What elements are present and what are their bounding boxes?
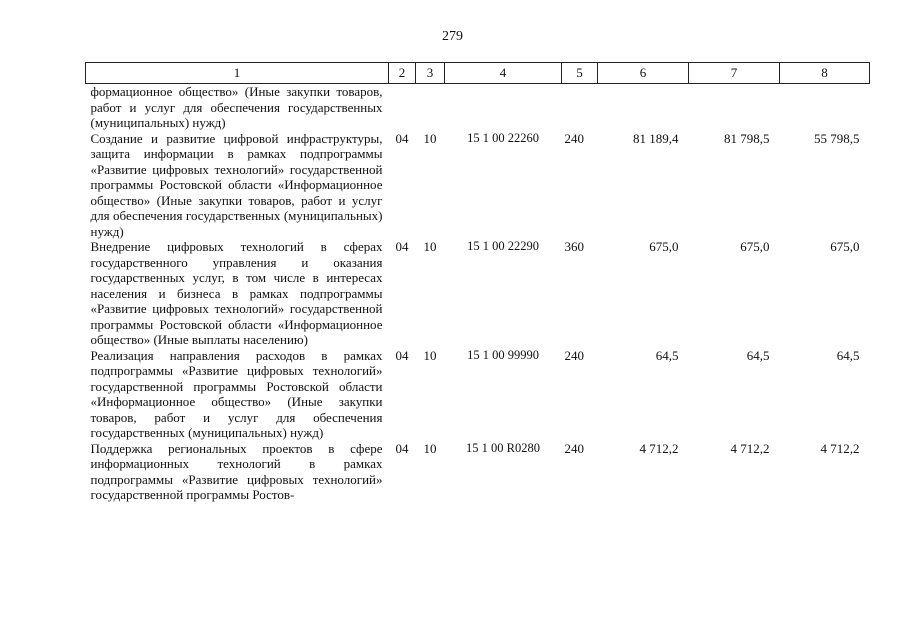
header-col-8: 8 (780, 63, 870, 84)
header-col-3: 3 (416, 63, 445, 84)
row-description: Реализация направления расходов в рамках подпрограммы «Развитие цифровых технологий» государственной программы Ростовской области «Информационное общество» (Иные закупки товаров, работ и услуг для обеспечения государственных (муниципальных) нужд) (90, 347, 383, 440)
table-row (86, 131, 870, 240)
row-value-7: 64,5 (746, 347, 770, 363)
row-subsection: 10 (423, 440, 437, 456)
row-value-6 (598, 84, 689, 131)
budget-table (85, 62, 870, 503)
row-section: 04 (395, 347, 409, 363)
row-section: 04 (395, 440, 409, 456)
row-value-7: 675,0 (740, 239, 770, 254)
row-expense-type: 240 (564, 130, 584, 146)
row-value-6: 4 712,2 (639, 440, 679, 456)
header-col-7: 7 (689, 63, 780, 84)
row-description: Внедрение цифровых технологий в сферах государственного управления и оказания государственных услуг, в том числе в интересах населения и бизнеса в рамках подпрограммы «Развитие цифровых технологий» государственной программы Ростовской области «Информационное общество» (Иные выплаты населению) (90, 239, 383, 347)
row-value-8: 4 712,2 (820, 440, 860, 456)
row-expense-type: 240 (564, 440, 584, 456)
row-subsection: 10 (423, 130, 437, 146)
row-target-code: 15 1 00 99990 (467, 347, 539, 362)
row-value-8: 64,5 (836, 347, 860, 363)
page-number: 279 (442, 29, 463, 44)
table-row (86, 348, 870, 441)
row-value-6: 81 189,4 (633, 130, 679, 146)
row-target-code (445, 84, 562, 131)
header-col-2: 2 (389, 63, 416, 84)
row-value-8: 55 798,5 (814, 130, 860, 146)
header-col-5: 5 (562, 63, 598, 84)
header-col-1: 1 (86, 63, 389, 84)
header-col-6: 6 (598, 63, 689, 84)
row-section: 04 (395, 130, 409, 146)
row-description: Поддержка региональных проектов в сфере информационных технологий в рамках подпрограммы «Развитие цифровых технологий» государственной программы Ростов- (90, 440, 383, 502)
row-expense-type (562, 84, 598, 131)
table-header (86, 63, 870, 84)
row-subsection: 10 (423, 239, 437, 254)
row-description: формационное общество» (Иные закупки товаров, работ и услуг для обеспечения государственных (муниципальных) нужд) (90, 84, 383, 130)
row-value-6: 64,5 (655, 347, 679, 363)
header-col-4: 4 (445, 63, 562, 84)
row-subsection: 10 (423, 347, 437, 363)
row-target-code: 15 1 00 R0280 (466, 440, 540, 455)
table-row (86, 84, 870, 131)
row-value-7: 4 712,2 (730, 440, 770, 456)
table-row (86, 441, 870, 503)
row-expense-type: 360 (564, 239, 584, 254)
row-target-code: 15 1 00 22260 (467, 130, 539, 145)
row-expense-type: 240 (564, 347, 584, 363)
row-value-8: 675,0 (830, 239, 860, 254)
row-value-6: 675,0 (649, 239, 679, 254)
row-target-code: 15 1 00 22290 (467, 239, 539, 253)
table-row (86, 239, 870, 348)
row-description: Создание и развитие цифровой инфраструктуры, защита информации в рамках подпрограммы «Развитие цифровых технологий» государственной программы Ростовской области «Информационное общество» (Иные закупки товаров, работ и услуг для обеспечения государственных (муниципальных) нужд) (90, 130, 383, 239)
row-value-7: 81 798,5 (724, 130, 770, 146)
row-value-7 (689, 84, 780, 131)
row-section: 04 (395, 239, 409, 254)
row-subsection (416, 84, 445, 131)
row-section (389, 84, 416, 131)
row-value-8 (780, 84, 870, 131)
